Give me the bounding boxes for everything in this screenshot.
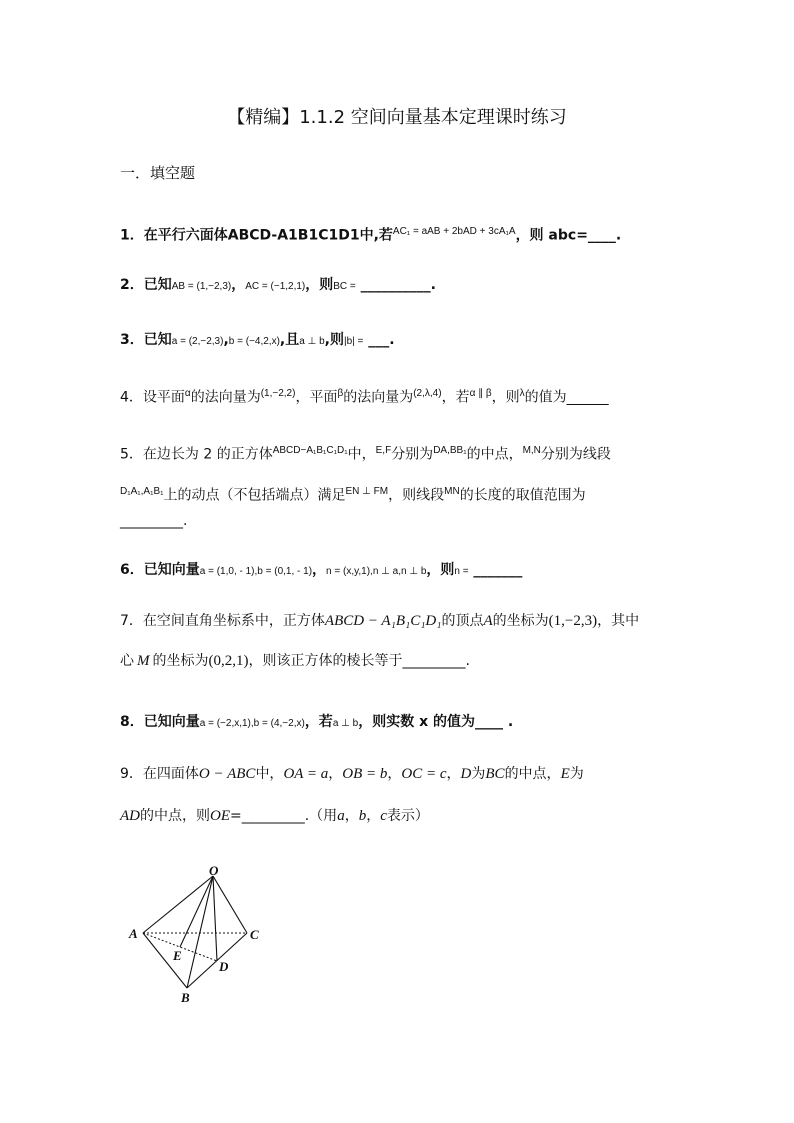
q2-text: 2．已知: [120, 277, 172, 293]
q5-answer-blank: _________.: [120, 513, 188, 529]
q5-text: 5．在边长为 2 的正方体: [120, 446, 273, 463]
q5-points-ef: E,F: [375, 445, 392, 456]
q7-text: 7．在空间直角坐标系中，正方体: [120, 613, 325, 629]
q5-cube: ABCD−A₁B₁C₁D₁: [272, 445, 348, 456]
edge-oc: [213, 876, 247, 933]
question-9-line-1: [120, 764, 584, 784]
q2-vector-bc: BC =: [333, 281, 356, 292]
q5-text-5: 分别为线段: [540, 446, 611, 463]
q9-segment-ad: AD: [120, 808, 140, 824]
q4-answer-blank: 的值为______: [524, 389, 609, 406]
q5-segments: D₁A₁,A₁B₁: [120, 486, 164, 497]
q7-text-2: 的顶点: [441, 613, 484, 629]
q2-vector-ac: AC = (−1,2,1): [245, 281, 306, 292]
q6-text-2: ，则: [426, 562, 455, 578]
q9-vector-ob: OB = b: [342, 766, 388, 782]
q4-text-6: ，则: [491, 389, 520, 406]
q7-text-4: ，其中: [597, 613, 640, 629]
q9-text: 9．在四面体: [120, 766, 199, 782]
question-2: [120, 275, 436, 297]
label-d: D: [219, 959, 229, 974]
q9-sep-3: ，: [446, 766, 461, 782]
tetrahedron-figure: [125, 864, 275, 1009]
q8-vector-a: a = (−2,x,1),: [199, 718, 254, 729]
q9-text-8: 表示）: [386, 808, 429, 824]
q7-point-a: A: [483, 613, 493, 629]
q9-vector-oe: OE: [210, 808, 230, 824]
q4-normal-2: (2,λ,4): [413, 388, 442, 399]
edge-ob: [187, 876, 213, 988]
q6-text: 6．已知向量: [120, 562, 200, 578]
question-6: [120, 560, 522, 582]
label-a: A: [129, 926, 138, 941]
q2-text-2: ，则: [305, 277, 334, 293]
q7-text-5: 心: [120, 653, 134, 669]
q9-var-b: b: [358, 808, 367, 824]
edge-oe: [180, 876, 213, 947]
q6-vector-a: a = (1,0, - 1),: [199, 566, 258, 577]
q9-vector-oa: OA = a: [283, 766, 329, 782]
q5-perpendicular: EN ⊥ FM: [345, 486, 389, 497]
q4-text-4: 的法向量为: [343, 389, 414, 406]
q9-text-5: 为: [569, 766, 584, 782]
q9-sep-5: ，: [366, 808, 381, 824]
q4-text-5: ，若: [441, 389, 470, 406]
q7-coord-a: (1,−2,3): [548, 613, 598, 629]
q7-text-6: 的坐标为: [152, 653, 209, 669]
q4-beta: β: [337, 388, 344, 399]
q3-perpendicular: a ⊥ b: [299, 336, 325, 347]
q3-text: 3．已知: [120, 332, 172, 348]
q8-answer-blank: ，则实数 x 的值为____ .: [358, 714, 514, 730]
q6-perp-a: n ⊥ a,: [372, 566, 401, 577]
q5-segment-mn: MN: [444, 486, 460, 497]
q7-cube: ABCD − A₁B₁C₁D₁: [324, 613, 442, 629]
q5-text-3: 分别为: [391, 446, 434, 463]
q9-var-a: a: [337, 808, 345, 824]
q4-lambda: λ: [519, 388, 525, 399]
question-7-line-1: [120, 611, 639, 631]
label-b: B: [181, 990, 190, 1005]
q1-vector-equation: AC₁ = aAB + 2bAD + 3cA₁A: [392, 226, 516, 237]
question-1: [120, 222, 621, 246]
question-8: [120, 712, 513, 734]
q9-point-d: D: [460, 766, 472, 782]
q6-sep: ，: [312, 562, 327, 578]
q6-vector-n: n = (x,y,1),: [326, 566, 373, 577]
q9-text-4: 的中点，: [504, 766, 561, 782]
q9-tetrahedron: O − ABC: [198, 766, 256, 782]
q4-normal-1: (1,−2,2): [260, 388, 296, 399]
q1-answer-blank: ，则 abc=____.: [515, 227, 622, 244]
q3-vector-a: a = (2,−2,3): [171, 336, 224, 347]
q4-alpha: α: [184, 388, 191, 399]
question-5-line-3: [120, 511, 187, 531]
q9-text-6: 的中点，则: [140, 808, 210, 824]
q9-sep-1: ，: [328, 766, 343, 782]
q3-sep: ,: [223, 332, 229, 348]
question-7-line-2: [120, 651, 470, 671]
q2-sep: ，: [231, 277, 246, 293]
q5-text-4: 的中点，: [466, 446, 523, 463]
q2-vector-ab: AB = (1,−2,3): [171, 281, 232, 292]
q5-text-7: ，则线段: [388, 487, 445, 504]
q7-point-m: M: [137, 653, 150, 669]
q9-point-e: E: [560, 766, 570, 782]
q5-edges: DA,BB₁: [433, 445, 467, 456]
q4-text-2: 的法向量为: [190, 389, 261, 406]
q8-perpendicular: a ⊥ b: [332, 718, 359, 729]
question-4: [120, 384, 609, 408]
q6-perp-b: n ⊥ b: [400, 566, 427, 577]
q9-text-3: 为: [471, 766, 486, 782]
q7-coord-m: (0,2,1): [208, 653, 249, 669]
q6-answer-blank: _______: [468, 562, 523, 578]
question-5-line-1: [120, 441, 611, 465]
q9-text-2: 中，: [255, 766, 284, 782]
q7-answer-blank: ，则该正方体的棱长等于_________.: [248, 653, 470, 669]
q6-vector-b: b = (0,1, - 1): [257, 566, 313, 577]
q1-text: 1．在平行六面体ABCD-A1B1C1D1中,若: [120, 227, 393, 244]
q9-segment-bc: BC: [485, 766, 505, 782]
q8-text: 8．已知向量: [120, 714, 200, 730]
q5-text-2: 中，: [347, 446, 376, 463]
label-c: C: [250, 927, 259, 942]
q5-points-mn: M,N: [522, 445, 541, 456]
q4-text: 4．设平面: [120, 389, 185, 406]
question-3: [120, 330, 395, 352]
q9-var-c: c: [380, 808, 387, 824]
q9-sep-4: ，: [344, 808, 359, 824]
label-o: O: [209, 864, 219, 878]
q8-vector-b: b = (4,−2,x): [253, 718, 305, 729]
section-heading: 一．填空题: [120, 164, 196, 182]
q3-vector-b: b = (−4,2,x): [228, 336, 280, 347]
edge-od: [213, 876, 217, 961]
q5-text-8: 的长度的取值范围为: [459, 487, 586, 504]
edge-bc: [187, 933, 247, 988]
q6-vector-n-eq: n =: [454, 566, 469, 577]
q8-text-2: ，若: [304, 714, 333, 730]
q3-answer-blank: ___.: [363, 332, 395, 348]
q9-text-7: =_________.（用: [230, 808, 338, 824]
q4-parallel: α ∥ β: [469, 388, 492, 399]
q9-sep-2: ，: [387, 766, 402, 782]
q9-vector-oc: OC = c: [401, 766, 447, 782]
edge-oa: [143, 876, 213, 933]
q5-text-6: 上的动点（不包括端点）满足: [163, 487, 346, 504]
q2-answer-blank: __________.: [355, 277, 436, 293]
q3-text-3: ,则: [324, 332, 344, 348]
question-5-line-2: [120, 482, 586, 506]
q3-text-2: ,且: [279, 332, 300, 348]
question-9-line-2: [120, 806, 429, 826]
q3-magnitude: |b| =: [343, 336, 364, 347]
page-title: 【精编】1.1.2 空间向量基本定理课时练习: [227, 107, 567, 128]
q4-text-3: ，平面: [295, 389, 338, 406]
label-e: E: [173, 948, 182, 963]
q7-text-3: 的坐标为: [492, 613, 549, 629]
